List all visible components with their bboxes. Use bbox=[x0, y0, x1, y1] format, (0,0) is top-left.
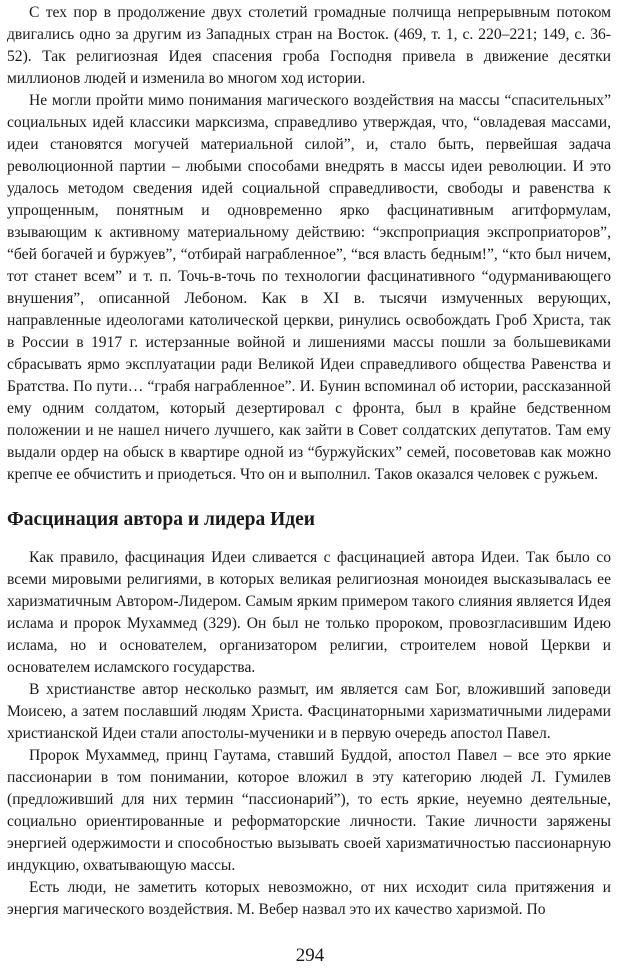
paragraph-passionaries: Пророк Мухаммед, принц Гаутама, ставший Буддой, апостол Павел – все это яркие пассионарии в том понимании, которое вложил в эту категорию людей Л. Гумилев (предложивший для них термин “пассионарий”), то есть яркие, неуемно деятельные, социально ориентированные и реформаторские личности. Такие личности заряжены энергией одержимости и способностью вызывать своей харизматичностью пассионарную индукцию, охватывающую массы. bbox=[7, 747, 611, 874]
paragraph-marxism: Не могли пройти мимо понимания магического воздействия на массы “спасительных” социальных идей классики марксизма, справедливо утверждая, что, “овладевая массами, идеи становятся могучей материальной силой”, и, стало быть, первейшая задача революционной партии – любыми способами внедрять в массы идеи революции. И это удалось методом сведения идей социальной справедливости, свободы и равенства к упрощенным, понятным и одновременно ярко фасцинативным агитформулам, взывающим к активному материальному действию: “экспроприация экспроприаторов”, “бей богачей и буржуев”, “отбирай награбленное”, “вся власть бедным!”, “кто был ничем, тот станет всем” и т. п. Точь-в-точь по технологии фасцинативного “одурманивающего внушения”, описанной Лебоном. Как в XI в. тысячи измученных верующих, направленные идеологами католической церкви, ринулись освобождать Гроб Христа, так в России в 1917 г. истерзанные войной и лишениями массы пошли за большевиками сбрасывать ярмо эксплуатации ради Великой Идеи справедливого общества Равенства и Братства. По пути… “грабя награбленное”. И. Бунин вспоминал об истории, рассказанной ему одним солдатом, который дезертировал с фронта, был в крайне бедственном положении и не нашел ничего лучшего, как зайти в Совет солдатских депутатов. Там ему выдали ордер на обыск в квартире одной из “буржуйских” семей, посоветовав как можно крепче ее обчистить и приодеться. Что он и выполнил. Таков оказался человек с ружьем. bbox=[7, 92, 611, 483]
section-title: Фасцинация автора и лидера Идеи bbox=[7, 509, 316, 530]
paragraph-charisma: Есть люди, не заметить которых невозможно, от них исходит сила притяжения и энергия магического воздействия. М. Вебер назвал это их качество харизмой. По bbox=[7, 879, 611, 918]
paragraph-author-fascination: Как правило, фасцинация Идеи сливается с фасцинацией автора Идеи. Так было со всеми мировыми религиями, в которых великая религиозная монoидея высказывалась ее харизматичным Автором-Лидером. Самым ярким примером такого слияния является Идея ислама и пророк Мухаммед (329). Он был не только пророком, провозгласившим Идею ислама, но и основателем, организатором религии, строителем новой Церкви и основателем исламского государства. bbox=[7, 549, 611, 676]
paragraph-christianity: В христианстве автор несколько размыт, им является сам Бог, вложивший заповеди Моисею, а затем пославший людям Христа. Фасцинаторными харизматичными лидерами христианской Идеи стали апостолы-мученики и в первую очередь апостол Павел. bbox=[7, 681, 611, 742]
bottom-text-block bbox=[7, 547, 611, 921]
paragraph-crusades: С тех пор в продолжение двух столетий громадные полчища непрерывным потоком двигались одно за другим из Западных стран на Восток. (469, т. 1, с. 220–221; 149, с. 36-52). Так религиозная Идея спасения гроба Господня привела в движение десятки миллионов людей и изменила во многом ход истории. bbox=[7, 4, 611, 87]
page-number: 294 bbox=[295, 945, 325, 966]
top-text-block bbox=[7, 2, 611, 486]
